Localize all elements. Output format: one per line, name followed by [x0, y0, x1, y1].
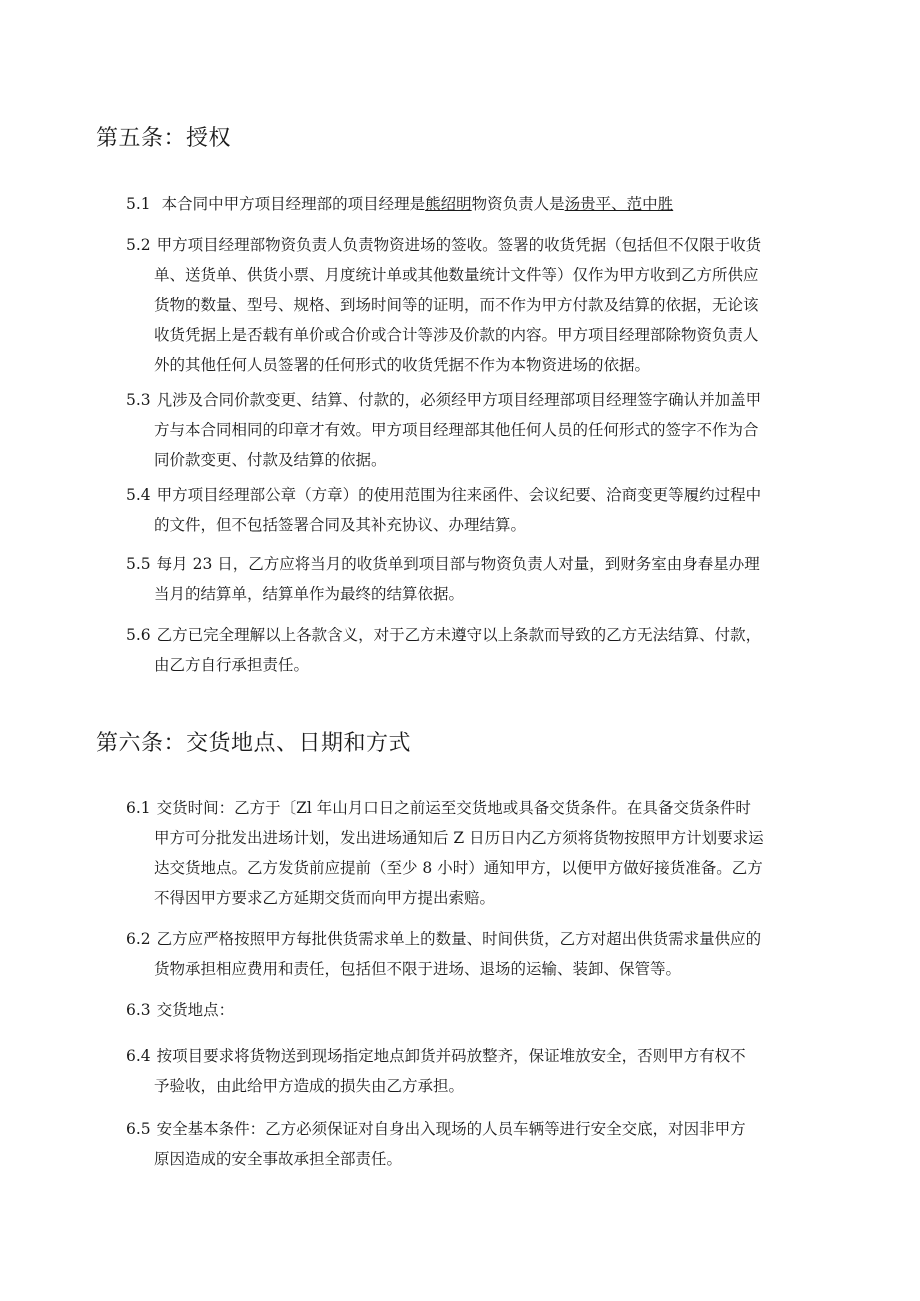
clause-line: 方与本合同相同的印章才有效。甲方项目经理部其他任何人员的任何形式的签字不作为合	[154, 421, 759, 439]
clause-number: 6.3	[126, 1001, 151, 1019]
clause-line	[126, 793, 820, 823]
clause-number: 5.6	[126, 626, 151, 644]
clause-number: 6.2	[126, 930, 151, 948]
clause-number: 6.4	[126, 1047, 151, 1065]
clause-6-3	[126, 995, 820, 1025]
clause-text: 交货时间：乙方于〔Zl 年山月口日之前运至交货地或具备交货条件。在具备交货条件时	[156, 799, 751, 817]
clause-text: 交货地点：	[156, 1001, 235, 1019]
clause-line: 外的其他任何人员签署的任何形式的收货凭据不作为本物资进场的依据。	[154, 356, 651, 374]
clause-6-5	[126, 1114, 820, 1174]
clause-5-2	[126, 230, 820, 380]
clause-line: 甲方可分批发出进场计划，发出进场通知后 Z 日历日内乙方须将货物按照甲方计划要求运	[154, 829, 764, 847]
section-5-heading: 第五条：授权	[96, 126, 232, 151]
section-6-heading: 第六条：交货地点、日期和方式	[96, 731, 412, 756]
clause-number: 5.4	[126, 486, 151, 504]
clause-5-1	[126, 189, 820, 219]
clause-5-6	[126, 620, 820, 680]
clause-line: 予验收，由此给甲方造成的损失由乙方承担。	[154, 1077, 465, 1095]
clause-number: 5.1	[126, 195, 151, 213]
clause-6-2	[126, 924, 820, 984]
clause-text: 乙方应严格按照甲方每批供货需求单上的数量、时间供货，乙方对超出供货需求量供应的	[156, 930, 762, 948]
clause-5-4	[126, 480, 820, 540]
clause-line: 不得因甲方要求乙方延期交货而向甲方提出索赔。	[154, 889, 496, 907]
clause-line: 货物的数量、型号、规格、到场时间等的证明，而不作为甲方付款及结算的依据，无论该	[154, 296, 759, 314]
clause-text: 乙方已完全理解以上各款含义，对于乙方未遵守以上条款而导致的乙方无法结算、付款，	[156, 626, 762, 644]
clause-text: 甲方项目经理部公章（方章）的使用范围为往来函件、会议纪要、洽商变更等履约过程中	[156, 486, 762, 504]
clause-text: 凡涉及合同价款变更、结算、付款的，必须经甲方项目经理部项目经理签字确认并加盖甲	[156, 391, 762, 409]
clause-line: 收货凭据上是否载有单价或合价或合计等涉及价款的内容。甲方项目经理部除物资负责人	[154, 326, 759, 344]
clause-number: 5.2	[126, 236, 151, 254]
clause-number: 5.3	[126, 391, 151, 409]
clause-6-4	[126, 1041, 820, 1101]
clause-text: 甲方项目经理部物资负责人负责物资进场的签收。签署的收货凭据（包括但不仅限于收货	[156, 236, 762, 254]
clause-line	[126, 189, 820, 219]
clause-line	[126, 1114, 820, 1144]
material-persons-names: 汤贵平、范中胜	[564, 195, 674, 213]
clause-line: 单、送货单、供货小票、月度统计单或其他数量统计文件等）仅作为甲方收到乙方所供应	[154, 266, 759, 284]
clause-line: 同价款变更、付款及结算的依据。	[154, 451, 387, 469]
project-manager-name: 熊绍明	[425, 195, 472, 213]
clause-5-5	[126, 549, 820, 609]
clause-line	[126, 995, 820, 1025]
clause-line: 原因造成的安全事故承担全部责任。	[154, 1150, 403, 1168]
clause-text: 安全基本条件：乙方必须保证对自身出入现场的人员车辆等进行安全交底，对因非甲方	[156, 1120, 746, 1138]
clause-number: 6.1	[126, 799, 151, 817]
clause-line	[126, 620, 820, 650]
clause-line	[126, 924, 820, 954]
clause-line: 货物承担相应费用和责任，包括但不限于进场、退场的运输、装卸、保管等。	[154, 960, 682, 978]
clause-5-3	[126, 385, 820, 475]
clause-line: 的文件，但不包括签署合同及其补充协议、办理结算。	[154, 516, 527, 534]
clause-number: 5.5	[126, 555, 151, 573]
clause-line: 由乙方自行承担责任。	[154, 656, 310, 674]
clause-line	[126, 230, 820, 260]
clause-text: 每月 23 日，乙方应将当月的收货单到项目部与物资负责人对量，到财务室由身春星办理	[156, 555, 760, 573]
clause-line	[126, 480, 820, 510]
clause-text: 按项目要求将货物送到现场指定地点卸货并码放整齐，保证堆放安全，否则甲方有权不	[156, 1047, 746, 1065]
clause-line	[126, 1041, 820, 1071]
clause-number: 6.5	[126, 1120, 151, 1138]
clause-line	[126, 385, 820, 415]
clause-line	[126, 549, 820, 579]
clause-text: 物资负责人是	[471, 195, 565, 213]
clause-text: 本合同中甲方项目经理部的项目经理是	[161, 195, 426, 213]
clause-line: 达交货地点。乙方发货前应提前（至少 8 小时）通知甲方，以便甲方做好接货准备。乙方	[154, 859, 763, 877]
clause-6-1	[126, 793, 820, 913]
clause-line: 当月的结算单，结算单作为最终的结算依据。	[154, 585, 465, 603]
